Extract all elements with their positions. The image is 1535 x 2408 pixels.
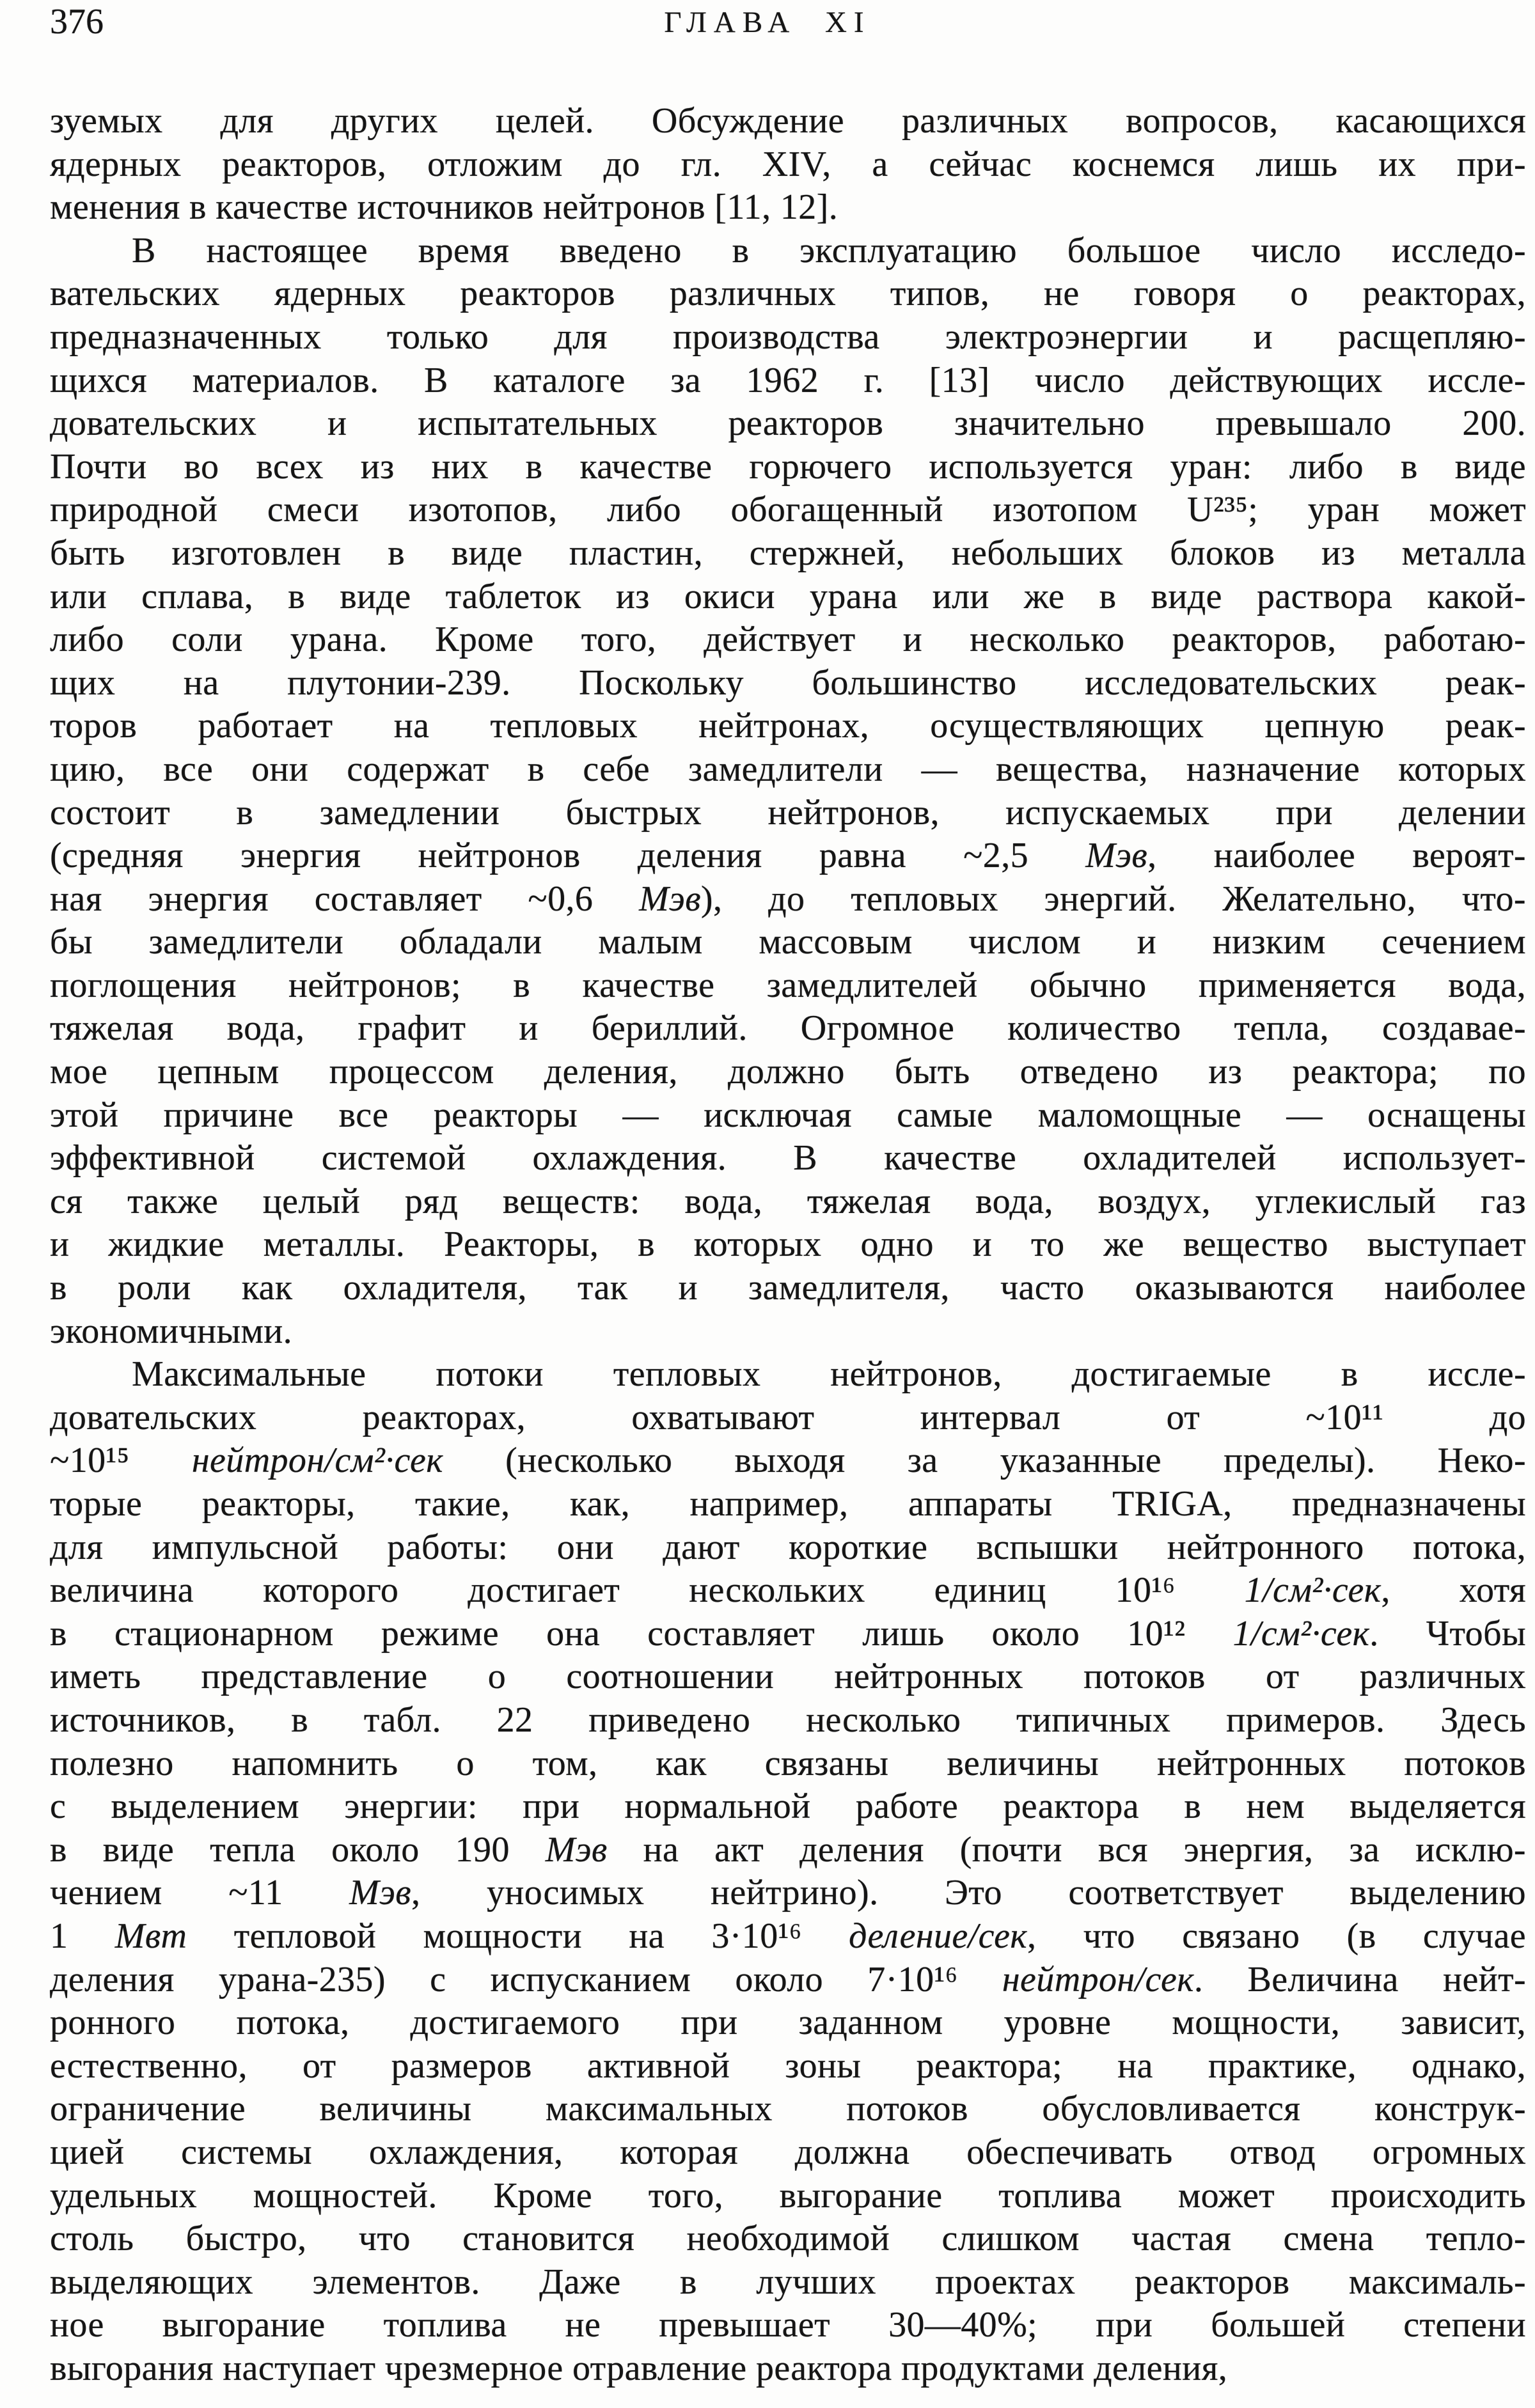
text-line xyxy=(50,2088,1526,2131)
text-segment: этой причине все реакторы — исключая самые маломощные — оснащены xyxy=(50,1095,1526,1135)
text-segment: либо соли урана. Кроме того, действует и несколько реакторов, работаю- xyxy=(50,620,1526,660)
text-line xyxy=(50,748,1526,792)
text-segment: выделяющих элементов. Даже в лучших проектах реакторов максималь- xyxy=(50,2262,1526,2302)
text-segment: довательских и испытательных реакторов значительно превышало 200. xyxy=(50,403,1526,444)
text-line xyxy=(50,532,1526,575)
text-segment: полезно напомнить о том, как связаны величины нейтронных потоков xyxy=(50,1743,1526,1783)
text-segment: с выделением энергии: при нормальной работе реактора в нем выделяется xyxy=(50,1786,1526,1827)
italic-term: Мэв xyxy=(639,879,701,919)
text-segment: , наиболее вероят- xyxy=(1147,836,1526,876)
text-line xyxy=(50,1483,1526,1526)
text-line xyxy=(50,1310,1526,1354)
text-line xyxy=(50,1872,1526,1915)
text-segment: бы замедлители обладали малым массовым числом и низким сечением xyxy=(50,922,1526,962)
text-segment: состоит в замедлении быстрых нейтронов, испускаемых при делении xyxy=(50,792,1526,833)
italic-term: Мэв xyxy=(1085,836,1148,876)
text-segment: ное выгорание топлива не превышает 30—40%; при большей степени xyxy=(50,2305,1526,2345)
text-line xyxy=(50,1180,1526,1224)
text-line xyxy=(50,489,1526,532)
text-segment: величина которого достигает нескольких единиц 10¹⁶ xyxy=(50,1570,1245,1611)
text-segment: ~10¹⁵ xyxy=(50,1441,192,1481)
text-segment: удельных мощностей. Кроме того, выгорание топлива может происходить xyxy=(50,2175,1526,2216)
text-segment: 1 xyxy=(50,1916,115,1956)
text-line xyxy=(50,1915,1526,1958)
text-line xyxy=(50,1396,1526,1440)
text-line xyxy=(50,1785,1526,1829)
text-line xyxy=(50,1267,1526,1310)
text-segment: ядерных реакторов, отложим до гл. XIV, а сейчас коснемся лишь их при- xyxy=(50,144,1526,184)
text-segment: . Величина нейт- xyxy=(1193,1959,1526,1999)
text-line xyxy=(50,2347,1526,2391)
text-line xyxy=(50,575,1526,619)
text-line xyxy=(50,2217,1526,2261)
text-line xyxy=(50,272,1526,316)
text-segment: цию, все они содержат в себе замедлители — вещества, назначение которых xyxy=(50,749,1526,789)
text-line xyxy=(50,2131,1526,2175)
text-line xyxy=(50,1137,1526,1180)
text-segment: столь быстро, что становится необходимой слишком частая смена тепло- xyxy=(50,2219,1526,2259)
text-line xyxy=(50,446,1526,489)
text-segment: довательских реакторах, охватывают интервал от ~10¹¹ до xyxy=(50,1397,1526,1437)
text-line xyxy=(50,143,1526,187)
text-segment: тепловой мощности на 3·10¹⁶ xyxy=(187,1916,849,1956)
text-line xyxy=(50,1223,1526,1267)
text-segment: природной смеси изотопов, либо обогащенный изотопом U²³⁵; уран может xyxy=(50,490,1526,530)
text-line xyxy=(50,1613,1526,1656)
text-segment: , уносимых нейтрино). Это соответствует выделению xyxy=(411,1873,1526,1913)
italic-term: 1/см²·сек xyxy=(1232,1613,1370,1654)
text-segment: иметь представление о соотношении нейтронных потоков от различных xyxy=(50,1657,1526,1697)
paragraph xyxy=(50,1353,1526,2390)
text-segment: ограничение величины максимальных потоков обусловливается конструк- xyxy=(50,2089,1526,2129)
text-segment: деления урана-235) с испусканием около 7·10¹⁶ xyxy=(50,1959,1002,1999)
italic-term: нейтрон/см²·сек xyxy=(191,1441,443,1481)
text-segment: ронного потока, достигаемого при заданном уровне мощности, зависит, xyxy=(50,2003,1526,2043)
text-line xyxy=(50,921,1526,964)
text-line xyxy=(50,964,1526,1008)
italic-term: Мэв xyxy=(545,1829,608,1870)
text-line xyxy=(50,316,1526,359)
text-segment: цией системы охлаждения, которая должна обеспечивать отвод огромных xyxy=(50,2132,1526,2172)
text-segment: естественно, от размеров активной зоны реактора; на практике, однако, xyxy=(50,2045,1526,2086)
text-segment: чением ~11 xyxy=(50,1873,350,1913)
text-line xyxy=(50,1699,1526,1742)
text-line xyxy=(50,662,1526,705)
text-segment: щих на плутонии-239. Поскольку большинство исследовательских реак- xyxy=(50,662,1526,703)
text-line xyxy=(50,2304,1526,2347)
text-segment: эффективной системой охлаждения. В качестве охладителей использует- xyxy=(50,1138,1526,1178)
italic-term: 1/см²·сек xyxy=(1244,1570,1382,1611)
text-line xyxy=(50,1051,1526,1094)
text-segment: ), до тепловых энергий. Желательно, что- xyxy=(700,879,1526,919)
italic-term: Мэв xyxy=(349,1873,412,1913)
text-segment: торые реакторы, такие, как, например, аппараты TRIGA, предназначены xyxy=(50,1484,1526,1524)
text-line xyxy=(50,1007,1526,1051)
text-segment: (средняя энергия нейтронов деления равна ~2,5 xyxy=(50,836,1086,876)
text-segment: на акт деления (почти вся энергия, за исклю- xyxy=(607,1829,1526,1870)
text-line xyxy=(50,878,1526,921)
text-segment: (несколько выходя за указанные пределы). Неко- xyxy=(443,1441,1526,1481)
text-segment: ная энергия составляет ~0,6 xyxy=(50,879,640,919)
text-segment: тяжелая вода, графит и бериллий. Огромное количество тепла, создавае- xyxy=(50,1008,1526,1049)
chapter-running-head: ГЛАВА XI xyxy=(664,6,871,39)
text-segment: или сплава, в виде таблеток из окиси урана или же в виде раствора какой- xyxy=(50,576,1526,616)
text-line xyxy=(50,1526,1526,1570)
text-segment: менения в качестве источников нейтронов [11, 12]. xyxy=(50,187,838,228)
text-line xyxy=(50,2001,1526,2045)
text-segment: , хотя xyxy=(1381,1570,1526,1611)
page-number: 376 xyxy=(50,2,104,42)
text-line xyxy=(50,230,1526,273)
text-block xyxy=(50,100,1526,2390)
text-segment: зуемых для других целей. Обсуждение различных вопросов, касающихся xyxy=(50,101,1526,141)
text-line xyxy=(50,792,1526,835)
text-segment: В настоящее время введено в эксплуатацию большое число исследо- xyxy=(132,230,1526,270)
text-segment: мое цепным процессом деления, должно быть отведено из реактора; по xyxy=(50,1052,1526,1092)
paragraph xyxy=(50,230,1526,1353)
text-segment: щихся материалов. В каталоге за 1962 г. [13] число действующих иссле- xyxy=(50,360,1526,400)
text-line xyxy=(50,618,1526,662)
text-line xyxy=(50,1569,1526,1613)
text-segment: вательских ядерных реакторов различных типов, не говоря о реакторах, xyxy=(50,274,1526,314)
italic-term: Мвт xyxy=(114,1916,187,1956)
text-line xyxy=(50,359,1526,403)
text-segment: выгорания наступает чрезмерное отравление реактора продуктами деления, xyxy=(50,2348,1228,2388)
text-line xyxy=(50,1353,1526,1396)
text-line xyxy=(50,100,1526,143)
text-line xyxy=(50,1829,1526,1872)
text-segment: и жидкие металлы. Реакторы, в которых одно и то же вещество выступает xyxy=(50,1224,1526,1265)
text-line xyxy=(50,1094,1526,1138)
italic-term: нейтрон/сек xyxy=(1002,1959,1194,1999)
text-segment: для импульсной работы: они дают короткие вспышки нейтронного потока, xyxy=(50,1527,1526,1567)
text-segment: ся также целый ряд веществ: вода, тяжелая вода, воздух, углекислый газ xyxy=(50,1181,1526,1221)
text-segment: в виде тепла около 190 xyxy=(50,1829,546,1870)
text-segment: предназначенных только для производства электроэнергии и расщепляю- xyxy=(50,317,1526,357)
text-segment: в стационарном режиме она составляет лишь около 10¹² xyxy=(50,1613,1233,1654)
text-line xyxy=(50,705,1526,748)
text-line xyxy=(50,834,1526,878)
paragraph xyxy=(50,100,1526,230)
text-segment: Максимальные потоки тепловых нейтронов, достигаемые в иссле- xyxy=(132,1354,1526,1395)
text-line xyxy=(50,1655,1526,1699)
text-line xyxy=(50,2261,1526,2304)
text-segment: Почти во всех из них в качестве горючего используется уран: либо в виде xyxy=(50,446,1526,487)
text-line xyxy=(50,1439,1526,1483)
text-segment: поглощения нейтронов; в качестве замедлителей обычно применяется вода, xyxy=(50,965,1526,1005)
italic-term: деление/сек xyxy=(849,1916,1027,1956)
text-line xyxy=(50,1742,1526,1786)
text-line xyxy=(50,1958,1526,2002)
text-line xyxy=(50,402,1526,446)
text-segment: экономичными. xyxy=(50,1311,293,1351)
text-line xyxy=(50,2045,1526,2088)
text-line xyxy=(50,186,1526,230)
text-segment: , что связано (в случае xyxy=(1027,1916,1526,1956)
text-segment: в роли как охладителя, так и замедлителя, часто оказываются наиболее xyxy=(50,1268,1526,1308)
text-segment: быть изготовлен в виде пластин, стержней, небольших блоков из металла xyxy=(50,533,1526,573)
text-line xyxy=(50,2175,1526,2218)
text-segment: . Чтобы xyxy=(1369,1613,1526,1654)
text-segment: источников, в табл. 22 приведено несколько типичных примеров. Здесь xyxy=(50,1700,1526,1740)
text-segment: торов работает на тепловых нейтронах, осуществляющих цепную реак- xyxy=(50,706,1526,746)
